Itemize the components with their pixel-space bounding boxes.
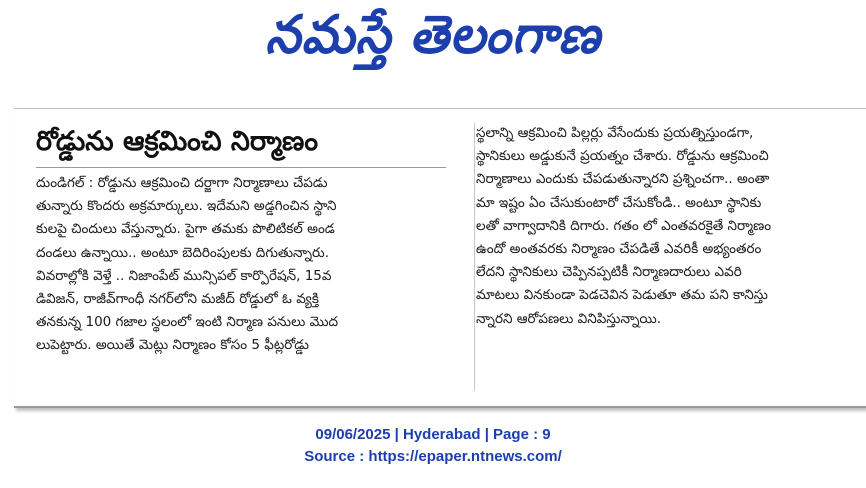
body-line: లేదని స్థానికులు చెప్పినప్పటికీ నిర్మాణదారులు ఎవరి (476, 264, 742, 281)
body-line: తున్నారు కొందరు అక్రమార్కులు. ఇదేమని అడ్డగించిన స్థాని (36, 198, 337, 215)
footer-caption (0, 424, 866, 468)
body-line: న్నారని ఆరోపణలు వినిపిస్తున్నాయి. (476, 310, 662, 327)
article-clipping (14, 108, 866, 408)
body-line: మాటలు వినకుండా పెడచెవిన పెడుతూ తమ పని కానిస్తు (476, 287, 768, 304)
body-line: లతో వాగ్వాదానికి దిగారు. గతం లో ఎంతవరకైతే నిర్మాణం (476, 217, 772, 234)
body-line: లుపెట్టారు. అయితే మెట్లు నిర్మాణం కోసం 5 ఫీట్లరోడ్డు (36, 337, 309, 354)
newspaper-logo: నమస్తే తెలంగాణ (265, 3, 601, 65)
body-line: నిర్మాణాలు ఎందుకు చేపడుతున్నారని ప్రశ్నించగా.. అంతా (476, 171, 770, 188)
article-headline: రోడ్డును ఆక్రమించి నిర్మాణం (36, 126, 319, 157)
article-right-column (476, 109, 856, 406)
article-left-column (36, 109, 466, 406)
body-line: ఉందో అంతవరకు నిర్మాణం చేపడితే ఎవరికీ అభ్యంతరం (476, 241, 762, 258)
article-body-left (36, 172, 466, 358)
body-line: వివరాల్లోకి వెళ్తే .. నిజాంపేట్ మున్సిపల్ కార్పొరేషన్, 15వ (36, 267, 332, 284)
headline-divider (36, 167, 446, 168)
body-line: స్థానికులు అడ్డుకునే ప్రయత్నం చేశారు. రోడ్డును ఆక్రమించి (476, 148, 769, 165)
masthead (0, 0, 866, 82)
body-line: స్థలాన్ని ఆక్రమించి పిల్లర్లు వేసేందుకు ప్రయత్నిస్తుండగా, (476, 125, 754, 141)
body-line: దుండిగల్ : రోడ్డును ఆక్రమించి దర్జాగా నిర్మాణాలు చేపడు (36, 175, 328, 191)
body-line: మా ఇష్టం ఏం చేసుకుంటారో చేసుకోండి.. అంటూ స్థానికు (476, 194, 762, 211)
body-line: తనకున్న 100 గజాల స్థలంలో ఇంటి నిర్మాణ పనులు మొద (36, 314, 339, 331)
body-line: డివిజన్, రాజీవ్‌గాంధీ నగర్‌లోని మజీద్ రోడ్డులో ఓ వ్యక్తి (36, 291, 319, 308)
body-line: దండలు ఉన్నాయి.. అంటూ బెదిరింపులకు దిగుతున్నారు. (36, 244, 329, 261)
body-line: కులపై చిందులు వేస్తున్నారు. పైగా తమకు పొలిటికల్ అండ (36, 221, 335, 238)
source-link[interactable]: Source : https://epaper.ntnews.com/ (304, 448, 562, 465)
dateline: 09/06/2025 | Hyderabad | Page : 9 (315, 426, 551, 443)
column-divider (474, 123, 475, 391)
article-body-right (476, 122, 856, 331)
